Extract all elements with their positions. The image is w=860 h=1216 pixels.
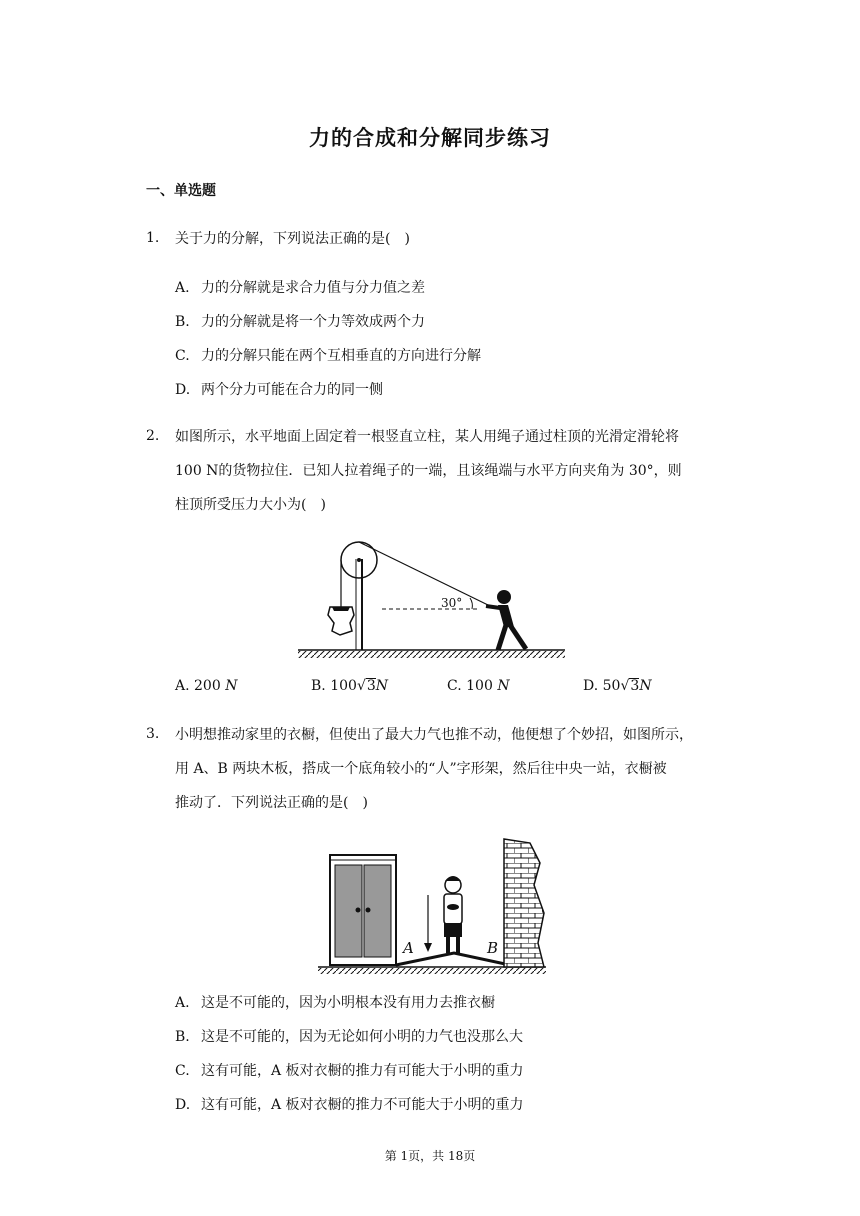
option-letter: B. — [311, 678, 326, 694]
question-stem-line: 柱顶所受压力大小为( ) — [175, 497, 326, 513]
option-value: 50 — [602, 678, 621, 694]
question-stem-line: 用 A、B 两块木板，搭成一个底角较小的“人”字形架，然后往中央一站，衣橱被 — [175, 761, 667, 777]
question-stem-line: 推动了．下列说法正确的是( ) — [175, 795, 368, 811]
option-text: 这有可能，A 板对衣橱的推力有可能大于小明的重力 — [201, 1063, 524, 1079]
page-footer: 第 1页，共 18页 — [384, 1149, 476, 1163]
option-root: 3 — [630, 678, 640, 694]
option-letter: D. — [175, 1097, 191, 1113]
option-letter: D. — [583, 678, 599, 694]
wardrobe-figure — [318, 833, 550, 978]
question-stem-line: 100 N的货物拉住．已知人拉着绳子的一端，且该绳端与水平方向夹角为 30°，则 — [175, 463, 682, 479]
question-number: 1. — [146, 230, 160, 246]
option-letter: C. — [175, 1063, 190, 1079]
sqrt-symbol: √ — [356, 678, 366, 694]
option-d[interactable] — [583, 678, 652, 694]
option-text: 力的分解就是求合力值与分力值之差 — [201, 280, 425, 296]
question-stem-line: 小明想推动家里的衣橱，但使出了最大力气也推不动，他便想了个妙招，如图所示， — [175, 727, 693, 743]
option-c[interactable] — [447, 678, 510, 694]
page-title: 力的合成和分解同步练习 — [309, 126, 551, 150]
section-heading: 一、单选题 — [146, 183, 216, 199]
option-value: 100 — [466, 678, 493, 694]
option-text: 这是不可能的，因为无论如何小明的力气也没那么大 — [201, 1029, 523, 1045]
option-value: 100 — [330, 678, 357, 694]
option-value: 200 — [194, 678, 221, 694]
option-letter: A. — [175, 280, 190, 296]
option-letter: C. — [447, 678, 462, 694]
option-a[interactable] — [175, 678, 237, 694]
option-text: 两个分力可能在合力的同一侧 — [201, 382, 383, 398]
board-a-label: A — [403, 939, 414, 957]
option-unit: N — [375, 678, 389, 694]
option-text: 力的分解只能在两个互相垂直的方向进行分解 — [201, 348, 481, 364]
option-c[interactable] — [175, 1060, 524, 1080]
option-a[interactable] — [175, 992, 495, 1012]
option-text: 力的分解就是将一个力等效成两个力 — [201, 314, 425, 330]
option-c[interactable] — [175, 345, 481, 365]
option-letter: A. — [175, 995, 190, 1011]
option-d[interactable] — [175, 1094, 524, 1114]
option-letter: C. — [175, 348, 190, 364]
option-d[interactable] — [175, 379, 383, 399]
option-b[interactable] — [175, 311, 425, 331]
angle-label: 30° — [441, 596, 463, 610]
question-number: 3. — [146, 726, 160, 742]
option-root: 3 — [366, 678, 376, 694]
option-unit: N — [225, 678, 238, 694]
option-letter: A. — [175, 678, 190, 694]
option-letter: D. — [175, 382, 191, 398]
option-text: 这有可能，A 板对衣橱的推力不可能大于小明的重力 — [201, 1097, 524, 1113]
option-b[interactable] — [175, 1026, 523, 1046]
option-text: 这是不可能的，因为小明根本没有用力去推衣橱 — [201, 995, 495, 1011]
option-unit: N — [497, 678, 510, 694]
pulley-figure — [290, 535, 570, 665]
option-letter: B. — [175, 314, 190, 330]
option-unit: N — [639, 678, 652, 694]
board-b-label: B — [487, 939, 499, 957]
option-a[interactable] — [175, 277, 425, 297]
option-letter: B. — [175, 1029, 190, 1045]
question-stem: 关于力的分解，下列说法正确的是( ) — [175, 231, 410, 247]
option-b[interactable] — [311, 678, 388, 694]
question-number: 2. — [146, 428, 160, 444]
sqrt-symbol: √ — [620, 678, 630, 694]
question-stem-line: 如图所示，水平地面上固定着一根竖直立柱，某人用绳子通过柱顶的光滑定滑轮将 — [175, 429, 679, 445]
